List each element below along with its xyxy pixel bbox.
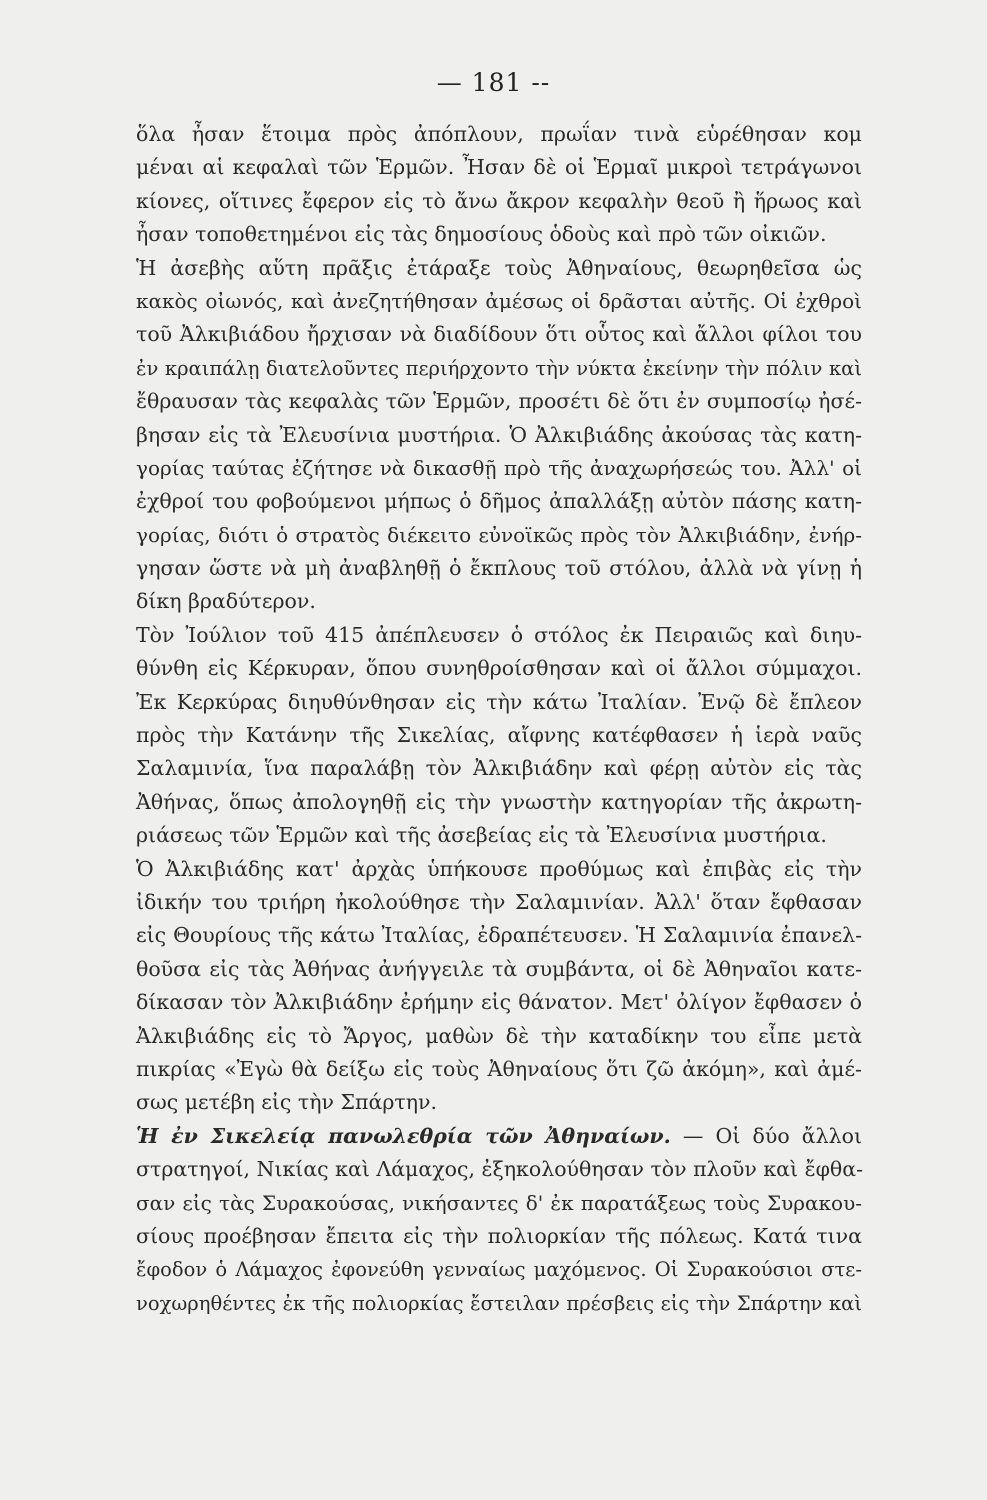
text-line [136, 519, 862, 552]
text-line [136, 686, 862, 719]
line-text: γορίας ταύτας ἐζήτησε νὰ δικασθῇ πρὸ τῆς ἀναχωρήσεώς του. Ἀλλ' οἱ [136, 455, 862, 480]
line-text: βησαν εἰς τὰ Ἐλευσίνια μυστήρια. Ὁ Ἀλκιβιάδης ἀκούσας τὰς κατη- [136, 422, 862, 447]
line-text: ριάσεως τῶν Ἑρμῶν καὶ τῆς ἀσεβείας εἰς τὰ Ἐλευσίνια μυστήρια. [136, 823, 827, 848]
text-line [136, 285, 862, 318]
text-line [136, 1187, 862, 1220]
text-line [136, 452, 862, 485]
line-text: Τὸν Ἰούλιον τοῦ 415 ἀπέπλευσεν ὁ στόλος ἐκ Πειραιῶς καὶ διηυ- [136, 622, 862, 647]
line-text: ἔφοδον ὁ Λάμαχος ἐφονεύθη γενναίως μαχόμενος. Οἱ Συρακούσιοι στε- [136, 1258, 862, 1282]
line-text: θοῦσα εἰς τὰς Ἀθήνας ἀνήγγειλε τὰ συμβάντα, οἱ δὲ Ἀθηναῖοι κατε- [136, 956, 862, 981]
text-line [136, 1086, 862, 1119]
body-text [136, 118, 862, 1320]
text-line [136, 819, 862, 852]
line-text: ἐν κραιπάλῃ διατελοῦντες περιήρχοντο τὴν νύκτα ἐκείνην τὴν πόλιν καὶ [136, 356, 862, 380]
line-text: κακὸς οἰωνός, καὶ ἀνεζητήθησαν ἀμέσως οἱ δρᾶσται αὐτῆς. Οἱ ἐχθροὶ [136, 288, 862, 313]
section-heading: Ἡ ἐν Σικελείᾳ πανωλεθρία τῶν Ἀθηναίων. [136, 1123, 671, 1148]
line-text: δίκασαν τὸν Ἀλκιβιάδην ἐρήμην εἰς θάνατον. Μετ' ὀλίγον ἔφθασεν ὁ [136, 990, 862, 1015]
text-line [136, 1020, 862, 1053]
text-line [136, 185, 862, 218]
text-line [136, 619, 862, 652]
text-line [136, 1220, 862, 1253]
text-line [136, 252, 862, 285]
page-number: — 181 -- [436, 68, 551, 97]
text-line [136, 552, 862, 585]
text-line [136, 352, 862, 385]
line-text: σίους προέβησαν ἔπειτα εἰς τὴν πολιορκίαν τῆς πόλεως. Κατά τινα [136, 1223, 862, 1248]
line-text: ἔθραυσαν τὰς κεφαλὰς τῶν Ἑρμῶν, προσέτι δὲ ὅτι ἐν συμποσίῳ ἠσέ- [136, 389, 862, 414]
text-line [136, 118, 862, 151]
text-line [136, 1053, 862, 1086]
line-text: δίκη βραδύτερον. [136, 589, 316, 614]
line-text: Ἀθήνας, ὅπως ἀπολογηθῇ εἰς τὴν γνωστὴν κατηγορίαν τῆς ἀκρωτη- [136, 789, 862, 814]
line-text: Ἐκ Κερκύρας διηυθύνθησαν εἰς τὴν κάτω Ἰταλίαν. Ἐνῷ δὲ ἔπλεον [136, 689, 862, 714]
text-line [136, 151, 862, 184]
line-text: θύνθη εἰς Κέρκυραν, ὅπου συνηθροίσθησαν καὶ οἱ ἄλλοι σύμμαχοι. [136, 656, 862, 681]
line-text: γορίας, διότι ὁ στρατὸς διέκειτο εὐνοϊκῶς πρὸς τὸν Ἀλκιβιάδην, ἐνήρ- [136, 522, 862, 547]
text-line [136, 919, 862, 952]
line-text: ἰδικήν του τριήρη ἠκολούθησε τὴν Σαλαμινίαν. Ἀλλ' ὅταν ἔφθασαν [136, 889, 862, 914]
line-text: σαν εἰς τὰς Συρακούσας, νικήσαντες δ' ἐκ παρατάξεως τοὺς Συρακου- [136, 1190, 862, 1215]
line-text: Ἡ ἀσεβὴς αὕτη πρᾶξις ἐτάραξε τοὺς Ἀθηναίους, θεωρηθεῖσα ὡς [136, 255, 862, 280]
line-text: ἦσαν τοποθετημένοι εἰς τὰς δημοσίους ὁδοὺς καὶ πρὸ τῶν οἰκιῶν. [136, 222, 827, 247]
text-line [136, 1153, 862, 1186]
text-line [136, 719, 862, 752]
text-line [136, 585, 862, 618]
text-line [136, 853, 862, 886]
line-text: τοῦ Ἀλκιβιάδου ἤρχισαν νὰ διαδίδουν ὅτι οὗτος καὶ ἄλλοι φίλοι του [136, 322, 862, 347]
text-line [136, 318, 862, 351]
text-line [136, 1120, 862, 1153]
line-text: Ἀλκιβιάδης εἰς τὸ Ἄργος, μαθὼν δὲ τὴν καταδίκην του εἶπε μετὰ [136, 1023, 862, 1048]
line-text: γησαν ὥστε νὰ μὴ ἀναβληθῇ ὁ ἔκπλους τοῦ στόλου, ἀλλὰ νὰ γίνῃ ἡ [136, 556, 862, 581]
line-text: εἰς Θουρίους τῆς κάτω Ἰταλίας, ἐδραπέτευσεν. Ἡ Σαλαμινία ἐπανελ- [136, 923, 862, 948]
line-text: ἐχθροί του φοβούμενοι μήπως ὁ δῆμος ἀπαλλάξῃ αὐτὸν πάσης κατη- [136, 489, 862, 514]
text-line [136, 652, 862, 685]
text-line [136, 485, 862, 518]
line-text: Ὁ Ἀλκιβιάδης κατ' ἀρχὰς ὑπήκουσε προθύμως καὶ ἐπιβὰς εἰς τὴν [136, 856, 862, 881]
line-text: μέναι αἱ κεφαλαὶ τῶν Ἑρμῶν. Ἦσαν δὲ οἱ Ἑρμαῖ μικροὶ τετράγωνοι [136, 155, 862, 180]
text-line [136, 752, 862, 785]
line-text: ὅλα ἦσαν ἕτοιμα πρὸς ἀπόπλουν, πρωΐαν τινὰ εὑρέθησαν κομ [136, 122, 862, 146]
line-text: πικρίας «Ἐγὼ θὰ δείξω εἰς τοὺς Ἀθηναίους ὅτι ζῶ ἀκόμη», καὶ ἀμέ- [136, 1056, 862, 1081]
line-text: Σαλαμινία, ἵνα παραλάβῃ τὸν Ἀλκιβιάδην καὶ φέρῃ αὐτὸν εἰς τὰς [136, 756, 862, 781]
text-line [136, 786, 862, 819]
text-line [136, 986, 862, 1019]
line-text: κίονες, οἵτινες ἔφερον εἰς τὸ ἄνω ἄκρον κεφαλὴν θεοῦ ἢ ἥρωος καὶ [136, 188, 862, 213]
line-text: σως μετέβη εἰς τὴν Σπάρτην. [136, 1090, 437, 1115]
line-text: νοχωρηθέντες ἐκ τῆς πολιορκίας ἔστειλαν πρέσβεις εἰς τὴν Σπάρτην καὶ [136, 1291, 862, 1315]
text-line [136, 886, 862, 919]
line-text: στρατηγοί, Νικίας καὶ Λάμαχος, ἐξηκολούθησαν τὸν πλοῦν καὶ ἔφθα- [136, 1157, 864, 1182]
text-line [136, 1253, 862, 1286]
line-text: πρὸς τὴν Κατάνην τῆς Σικελίας, αἴφνης κατέφθασεν ἡ ἱερὰ ναῦς [136, 723, 862, 748]
text-line [136, 385, 862, 418]
text-line [136, 218, 862, 251]
text-line [136, 953, 862, 986]
line-text: — Οἱ δύο ἄλλοι [670, 1123, 862, 1148]
text-line [136, 419, 862, 452]
text-line [136, 1287, 862, 1320]
